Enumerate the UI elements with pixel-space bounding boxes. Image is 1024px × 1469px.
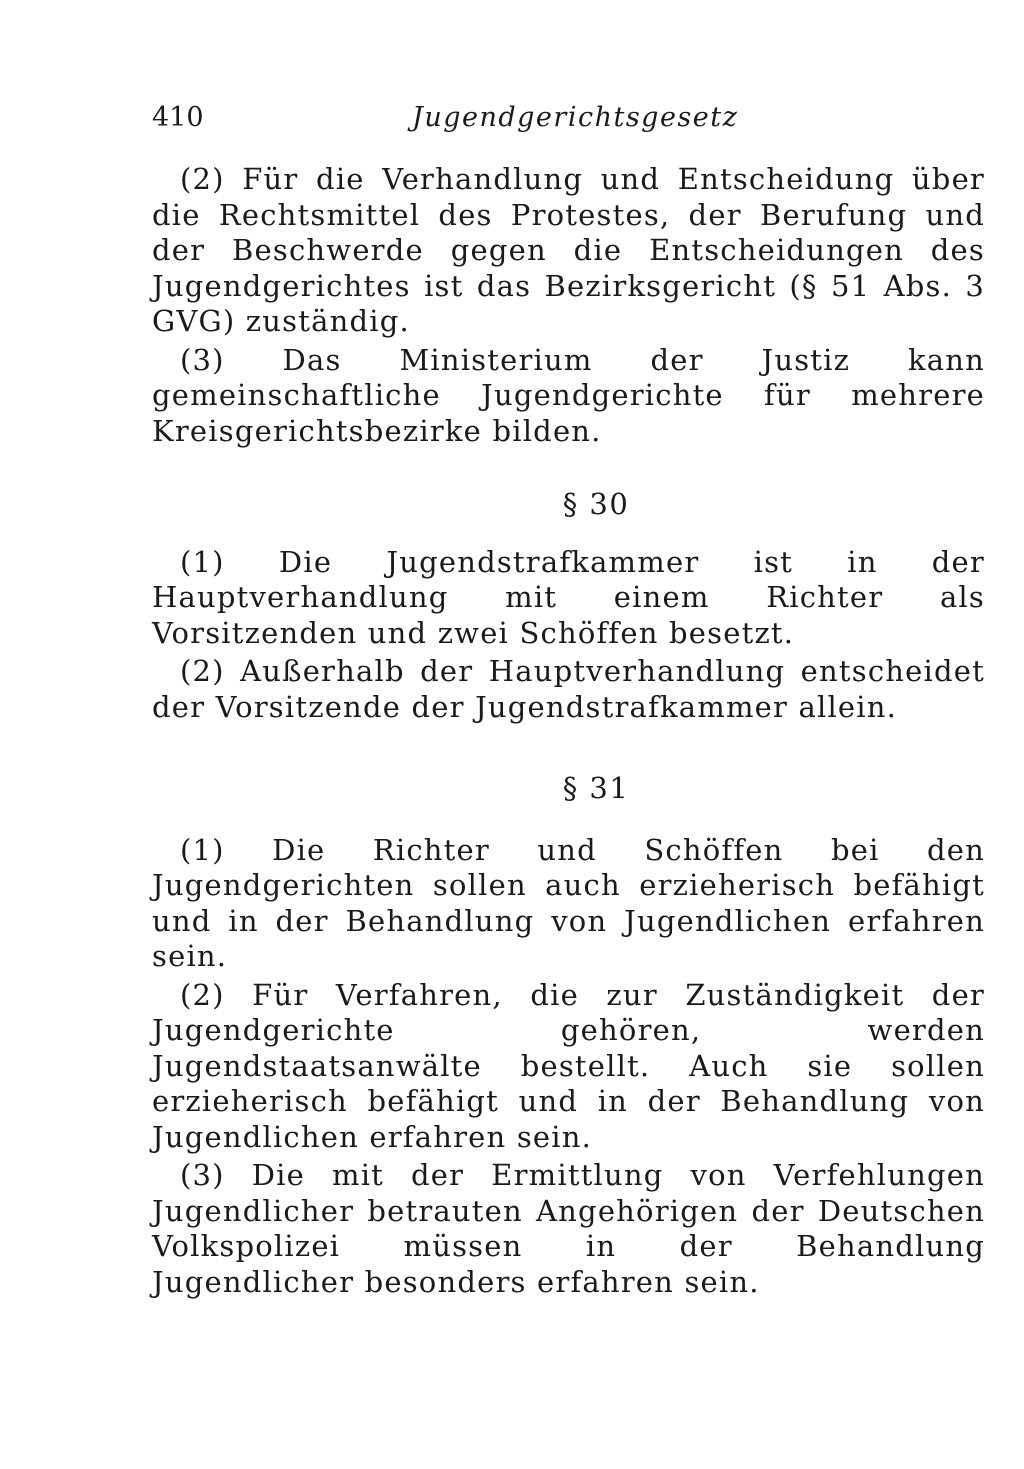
running-title: Jugendgerichtsgesetz	[412, 102, 739, 133]
paragraph-29-2: (2) Für die Verhandlung und Entscheidung über die Rechtsmittel des Protestes, der Berufung und der Beschwerde gegen die Entscheidungen des Jugendgerichtes ist das Bezirksgericht (§ 51 Abs. 3 GVG) zuständig.	[152, 162, 985, 338]
paragraph-31-1: (1) Die Richter und Schöffen bei den Jugendgerichten sollen auch erzieherisch befähigt und in der Behandlung von Jugendlichen erfahren sein.	[152, 832, 985, 973]
section-heading-30: § 30	[562, 487, 630, 521]
paragraph-30-1: (1) Die Jugendstrafkammer ist in der Hauptverhandlung mit einem Richter als Vorsitzenden und zwei Schöffen besetzt.	[152, 544, 985, 650]
page-header	[152, 98, 992, 138]
paragraph-29-3: (3) Das Ministerium der Justiz kann gemeinschaftliche Jugendgerichte für mehrere Kreisgerichtsbezirke bilden.	[152, 342, 985, 448]
section-heading-31: § 31	[562, 771, 630, 805]
paragraph-31-2: (2) Für Verfahren, die zur Zuständigkeit der Jugendgerichte gehören, werden Jugendstaatsanwälte bestellt. Auch sie sollen erzieherisch befähigt und in der Behandlung von Jugendlichen erfahren sein.	[152, 977, 985, 1154]
body-text	[152, 162, 985, 1303]
page-number: 410	[152, 102, 204, 133]
paragraph-31-3: (3) Die mit der Ermittlung von Verfehlungen Jugendlicher betrauten Angehörigen der Deutschen Volkspolizei müssen in der Behandlung Jugendlicher besonders erfahren sein.	[152, 1158, 985, 1299]
paragraph-30-2: (2) Außerhalb der Hauptverhandlung entscheidet der Vorsitzende der Jugendstrafkammer allein.	[152, 654, 985, 724]
